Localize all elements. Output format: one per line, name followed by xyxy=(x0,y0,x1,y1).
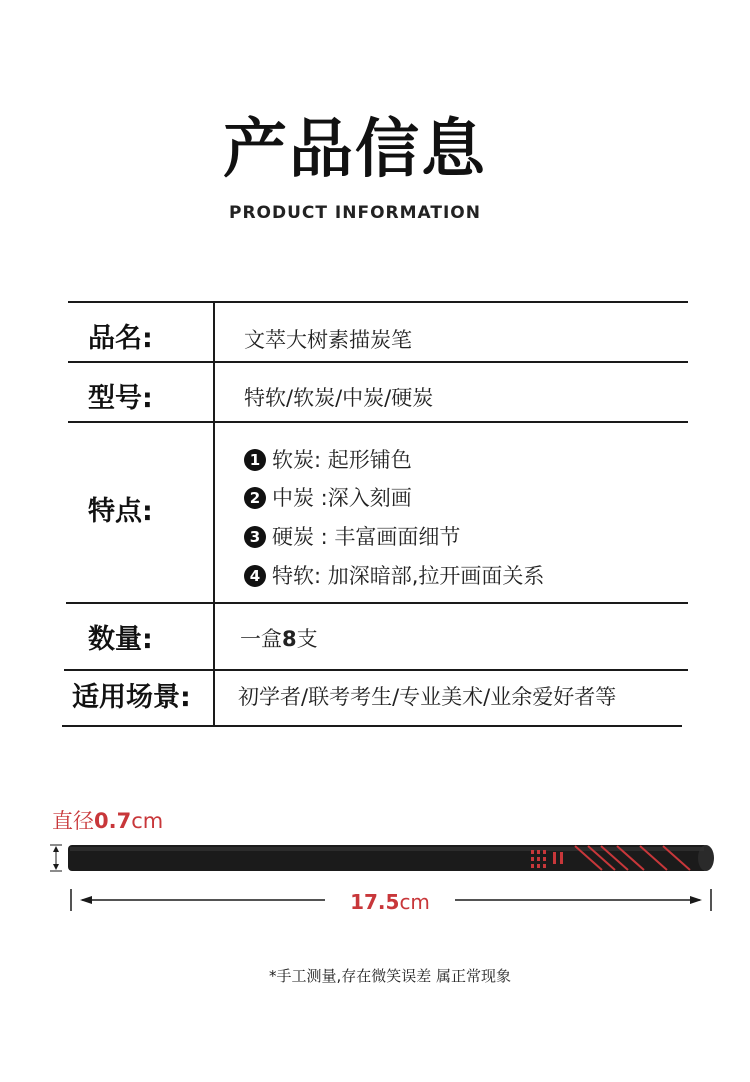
name-value: 文萃大树素描炭笔 xyxy=(244,328,412,352)
qty-suffix: 支 xyxy=(296,627,318,651)
scene-value: 初学者/联考考生/专业美术/业余爱好者等 xyxy=(238,685,617,709)
qty-prefix: 一盒 xyxy=(240,627,282,651)
page-title: 产品信息 xyxy=(223,113,487,187)
charcoal-pencil-image xyxy=(68,845,714,871)
model-value: 特软/软炭/中炭/硬炭 xyxy=(244,386,434,410)
feature-text: 软炭: 起形铺色 xyxy=(272,447,412,472)
feature-text: 特软: 加深暗部,拉开画面关系 xyxy=(272,563,545,588)
length-value: 17.5 xyxy=(350,890,400,914)
number-2-icon: 2 xyxy=(244,487,266,509)
measurement-note: *手工测量,存在微笑误差 属正常现象 xyxy=(268,967,512,985)
diameter-prefix: 直径 xyxy=(52,809,94,833)
diameter-unit: cm xyxy=(131,809,164,833)
number-1-icon: 1 xyxy=(244,449,266,471)
model-label: 型号: xyxy=(88,383,153,414)
scene-label: 适用场景: xyxy=(72,682,191,713)
length-label xyxy=(0,890,750,914)
feature-text: 硬炭 : 丰富画面细节 xyxy=(272,524,461,549)
page-subtitle: PRODUCT INFORMATION xyxy=(229,203,481,223)
qty-number: 8 xyxy=(282,627,297,651)
name-label: 品名: xyxy=(88,323,153,354)
diameter-value: 0.7 xyxy=(94,809,132,833)
number-3-icon: 3 xyxy=(244,526,266,548)
feature-label: 特点: xyxy=(88,496,153,527)
feature-text: 中炭 :深入刻画 xyxy=(272,485,412,510)
number-4-icon: 4 xyxy=(244,565,266,587)
length-unit: cm xyxy=(399,890,430,914)
qty-label: 数量: xyxy=(88,624,153,655)
diameter-marker xyxy=(50,845,62,871)
